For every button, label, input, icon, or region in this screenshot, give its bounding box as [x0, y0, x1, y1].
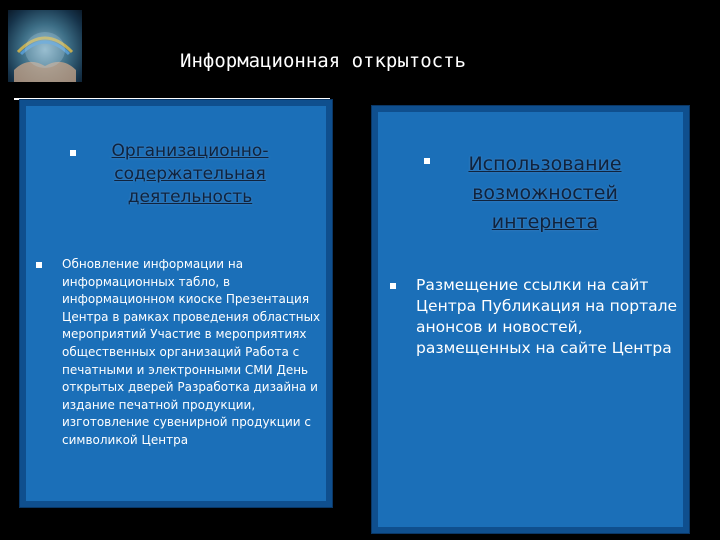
left-panel-heading: Организационно-содержательная деятельность	[111, 141, 269, 207]
bullet-icon	[36, 262, 42, 268]
bullet-icon	[390, 283, 396, 289]
logo-image	[8, 10, 82, 82]
bullet-icon	[424, 158, 430, 164]
slide-title: Информационная открытость	[180, 50, 466, 72]
right-panel-heading: Использование возможностей интернета	[468, 153, 622, 233]
bullet-icon	[70, 150, 76, 156]
left-panel-body: Обновление информации на информационных табло, в информационном киоске Презентация Центра в рамках проведения областных мероприятий Участие в мероприятиях общественных организаций Работа с печатными и электронными СМИ День открытых дверей Разработка дизайна и издание печатной продукции, изготовление сувенирной продукции с символикой Центра	[62, 257, 321, 447]
right-panel-body: Размещение ссылки на сайт Центра Публикация на портале анонсов и новостей, размещенных на сайте Центра	[416, 276, 678, 357]
